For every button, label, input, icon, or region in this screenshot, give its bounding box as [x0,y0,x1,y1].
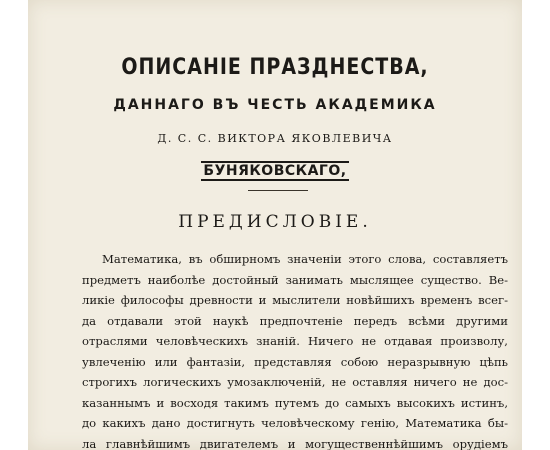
document-title: ОПИСАНІЕ ПРАЗДНЕСТВА, [121,54,429,80]
body-line: ла главнѣйшимъ двигателемъ и могущественнѣйшимъ орудіемъ [82,436,508,450]
body-line: увлеченію или фантазіи, представляя собою неразрывную цѣпь [82,354,508,369]
academician-surname: БУНЯКОВСКАГО, [203,163,347,179]
book-page [28,0,522,450]
body-line: Математика, въ обширномъ значеніи этого слова, составляетъ [102,252,508,266]
title-divider [248,190,308,191]
body-line: ликіе философы древности и мыслители новѣйшихъ временъ всег- [82,293,508,307]
academician-surname-block [28,160,522,181]
body-line: да отдавали этой наукѣ предпочтеніе передъ всѣми другими [82,313,508,328]
body-line: казаннымъ и восходя такимъ путемъ до самыхъ высокихъ истинъ, [82,395,508,410]
academician-name: Д. С. С. ВИКТОРА ЯКОВЛЕВИЧА [157,132,393,145]
section-heading: ПРЕДИСЛОВІЕ. [178,212,372,232]
body-line: строгихъ логическихъ умозаключеній, не оставляя ничего не дос- [82,375,508,389]
body-line: отраслями человѣческихъ знаній. Ничего не отдавая произволу, [82,334,508,348]
body-text [82,249,508,450]
body-line: предметъ наиболѣе достойный занимать мыслящее существо. Ве- [82,272,508,287]
body-line: до какихъ дано достигнуть человѣческому генію, Математика бы- [82,416,508,430]
document-subtitle: ДАННАГО ВЪ ЧЕСТЬ АКАДЕМИКА [113,97,437,113]
